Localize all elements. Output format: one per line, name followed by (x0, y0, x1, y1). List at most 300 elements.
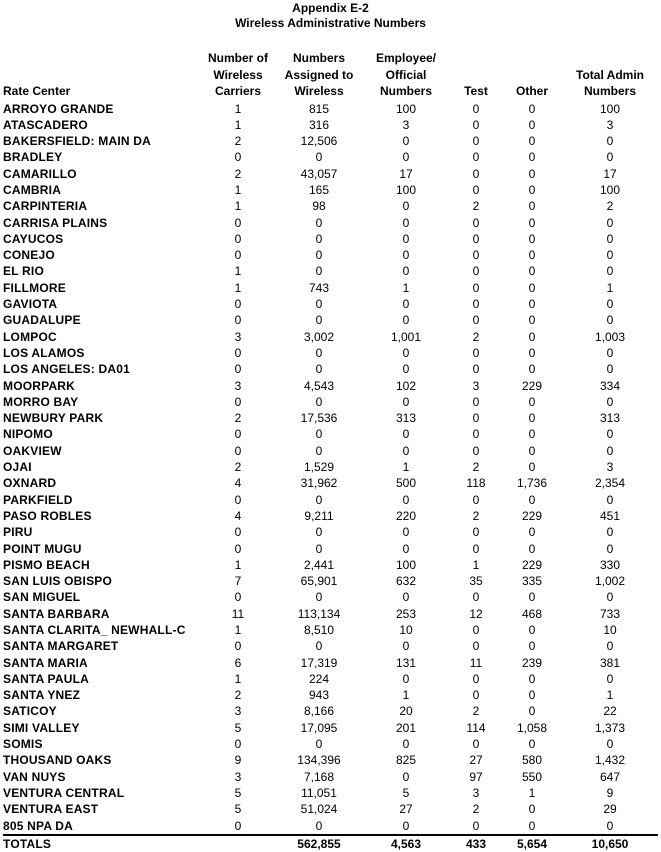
cell-employee: 1 (362, 459, 450, 475)
cell-assigned: 0 (276, 589, 362, 605)
cell-rate-center: OAKVIEW (3, 443, 200, 459)
cell-carriers: 5 (200, 801, 276, 817)
cell-total: 0 (562, 394, 658, 410)
cell-carriers: 0 (200, 541, 276, 557)
cell-rate-center: EL RIO (3, 263, 200, 279)
cell-test: 0 (450, 410, 502, 426)
cell-test: 0 (450, 312, 502, 328)
table-row (3, 818, 658, 835)
cell-employee: 0 (362, 149, 450, 165)
table-row (3, 541, 658, 557)
cell-rate-center: OJAI (3, 459, 200, 475)
cell-total: 10 (562, 622, 658, 638)
cell-carriers: 2 (200, 166, 276, 182)
cell-assigned: 113,134 (276, 606, 362, 622)
cell-assigned: 134,396 (276, 752, 362, 768)
cell-rate-center: CAMBRIA (3, 182, 200, 198)
cell-assigned: 4,543 (276, 378, 362, 394)
cell-carriers: 0 (200, 215, 276, 231)
table-row (3, 182, 658, 198)
cell-test: 2 (450, 329, 502, 345)
table-row (3, 198, 658, 214)
cell-rate-center: ARROYO GRANDE (3, 101, 200, 117)
cell-other: 0 (502, 671, 562, 687)
cell-test: 0 (450, 296, 502, 312)
cell-employee: 1 (362, 687, 450, 703)
cell-carriers: 0 (200, 638, 276, 654)
cell-assigned: 43,057 (276, 166, 362, 182)
cell-assigned: 0 (276, 345, 362, 361)
cell-total: 0 (562, 736, 658, 752)
table-row (3, 720, 658, 736)
cell-other: 335 (502, 573, 562, 589)
cell-other: 0 (502, 703, 562, 719)
cell-other: 1,736 (502, 475, 562, 491)
cell-carriers: 0 (200, 492, 276, 508)
cell-assigned: 2,441 (276, 557, 362, 573)
cell-test: 0 (450, 492, 502, 508)
cell-employee: 1 (362, 280, 450, 296)
cell-test: 0 (450, 117, 502, 133)
page-subtitle: Wireless Administrative Numbers (0, 16, 661, 31)
cell-total: 0 (562, 263, 658, 279)
cell-total: 2 (562, 198, 658, 214)
cell-rate-center: SANTA YNEZ (3, 687, 200, 703)
cell-test: 0 (450, 671, 502, 687)
cell-other: 0 (502, 263, 562, 279)
cell-other: 0 (502, 101, 562, 117)
cell-test: 0 (450, 426, 502, 442)
cell-assigned: 0 (276, 492, 362, 508)
cell-assigned: 11,051 (276, 785, 362, 801)
cell-rate-center: GAVIOTA (3, 296, 200, 312)
cell-total: 0 (562, 133, 658, 149)
cell-other: 0 (502, 166, 562, 182)
cell-assigned: 17,319 (276, 655, 362, 671)
cell-employee: 100 (362, 557, 450, 573)
table-row (3, 557, 658, 573)
cell-test: 3 (450, 785, 502, 801)
cell-test: 2 (450, 508, 502, 524)
cell-employee: 0 (362, 312, 450, 328)
cell-other: 0 (502, 394, 562, 410)
totals-carriers (200, 835, 276, 852)
cell-test: 2 (450, 801, 502, 817)
table-row (3, 785, 658, 801)
cell-total: 0 (562, 247, 658, 263)
table-row (3, 524, 658, 540)
cell-rate-center: CAMARILLO (3, 166, 200, 182)
cell-rate-center: PARKFIELD (3, 492, 200, 508)
table-row (3, 638, 658, 654)
table-row (3, 687, 658, 703)
cell-carriers: 0 (200, 361, 276, 377)
cell-rate-center: PASO ROBLES (3, 508, 200, 524)
table-row (3, 443, 658, 459)
cell-rate-center: THOUSAND OAKS (3, 752, 200, 768)
table-row (3, 296, 658, 312)
cell-total: 1,373 (562, 720, 658, 736)
cell-rate-center: CARRISA PLAINS (3, 215, 200, 231)
cell-rate-center: 805 NPA DA (3, 818, 200, 835)
cell-carriers: 0 (200, 818, 276, 835)
cell-assigned: 0 (276, 426, 362, 442)
cell-employee: 10 (362, 622, 450, 638)
cell-assigned: 51,024 (276, 801, 362, 817)
table-body (3, 101, 658, 852)
cell-assigned: 316 (276, 117, 362, 133)
cell-carriers: 0 (200, 247, 276, 263)
cell-total: 29 (562, 801, 658, 817)
cell-test: 0 (450, 818, 502, 835)
cell-total: 451 (562, 508, 658, 524)
cell-other: 0 (502, 215, 562, 231)
cell-employee: 102 (362, 378, 450, 394)
cell-test: 0 (450, 687, 502, 703)
cell-test: 0 (450, 345, 502, 361)
table-row (3, 117, 658, 133)
cell-rate-center: SANTA MARIA (3, 655, 200, 671)
cell-total: 381 (562, 655, 658, 671)
cell-assigned: 3,002 (276, 329, 362, 345)
cell-carriers: 2 (200, 459, 276, 475)
cell-other: 0 (502, 638, 562, 654)
cell-employee: 0 (362, 345, 450, 361)
cell-assigned: 0 (276, 263, 362, 279)
cell-total: 1 (562, 687, 658, 703)
cell-total: 647 (562, 769, 658, 785)
table-row (3, 606, 658, 622)
cell-assigned: 17,536 (276, 410, 362, 426)
cell-carriers: 3 (200, 703, 276, 719)
cell-total: 1,432 (562, 752, 658, 768)
cell-assigned: 0 (276, 394, 362, 410)
cell-test: 0 (450, 638, 502, 654)
cell-total: 100 (562, 101, 658, 117)
cell-test: 0 (450, 101, 502, 117)
cell-total: 3 (562, 459, 658, 475)
cell-carriers: 2 (200, 687, 276, 703)
cell-carriers: 0 (200, 426, 276, 442)
cell-other: 0 (502, 247, 562, 263)
cell-total: 1,003 (562, 329, 658, 345)
cell-rate-center: FILLMORE (3, 280, 200, 296)
cell-employee: 500 (362, 475, 450, 491)
cell-rate-center: SANTA BARBARA (3, 606, 200, 622)
cell-test: 0 (450, 541, 502, 557)
table-row (3, 101, 658, 117)
cell-test: 0 (450, 361, 502, 377)
cell-test: 0 (450, 149, 502, 165)
cell-carriers: 0 (200, 443, 276, 459)
cell-assigned: 8,166 (276, 703, 362, 719)
cell-other: 0 (502, 622, 562, 638)
cell-other: 0 (502, 296, 562, 312)
cell-rate-center: OXNARD (3, 475, 200, 491)
cell-assigned: 17,095 (276, 720, 362, 736)
cell-assigned: 0 (276, 296, 362, 312)
cell-assigned: 7,168 (276, 769, 362, 785)
cell-employee: 0 (362, 247, 450, 263)
table-row (3, 280, 658, 296)
cell-employee: 0 (362, 231, 450, 247)
cell-other: 0 (502, 541, 562, 557)
cell-employee: 3 (362, 117, 450, 133)
cell-test: 0 (450, 133, 502, 149)
cell-assigned: 224 (276, 671, 362, 687)
cell-assigned: 0 (276, 231, 362, 247)
cell-carriers: 4 (200, 508, 276, 524)
cell-rate-center: GUADALUPE (3, 312, 200, 328)
cell-employee: 0 (362, 426, 450, 442)
cell-other: 0 (502, 182, 562, 198)
cell-rate-center: NEWBURY PARK (3, 410, 200, 426)
cell-assigned: 165 (276, 182, 362, 198)
cell-employee: 100 (362, 182, 450, 198)
cell-carriers: 5 (200, 720, 276, 736)
cell-test: 0 (450, 263, 502, 279)
cell-assigned: 943 (276, 687, 362, 703)
cell-test: 0 (450, 443, 502, 459)
cell-test: 97 (450, 769, 502, 785)
cell-assigned: 0 (276, 312, 362, 328)
cell-employee: 0 (362, 443, 450, 459)
table-row (3, 263, 658, 279)
cell-total: 100 (562, 182, 658, 198)
cell-test: 0 (450, 589, 502, 605)
cell-total: 0 (562, 443, 658, 459)
cell-other: 0 (502, 231, 562, 247)
cell-employee: 825 (362, 752, 450, 768)
cell-assigned: 743 (276, 280, 362, 296)
table-row (3, 426, 658, 442)
cell-other: 229 (502, 557, 562, 573)
cell-employee: 0 (362, 296, 450, 312)
cell-total: 22 (562, 703, 658, 719)
cell-carriers: 2 (200, 133, 276, 149)
cell-other: 229 (502, 378, 562, 394)
cell-carriers: 0 (200, 394, 276, 410)
cell-rate-center: BRADLEY (3, 149, 200, 165)
cell-total: 1,002 (562, 573, 658, 589)
cell-test: 0 (450, 622, 502, 638)
cell-rate-center: CAYUCOS (3, 231, 200, 247)
cell-carriers: 3 (200, 329, 276, 345)
cell-employee: 5 (362, 785, 450, 801)
cell-test: 0 (450, 280, 502, 296)
totals-test: 433 (450, 835, 502, 852)
cell-assigned: 0 (276, 638, 362, 654)
cell-employee: 0 (362, 736, 450, 752)
header-assigned: Numbers Assigned to Wireless (276, 50, 362, 101)
cell-test: 35 (450, 573, 502, 589)
cell-total: 0 (562, 671, 658, 687)
cell-employee: 0 (362, 133, 450, 149)
totals-total: 10,650 (562, 835, 658, 852)
cell-total: 0 (562, 492, 658, 508)
header-carriers: Number of Wireless Carriers (200, 50, 276, 101)
cell-total: 334 (562, 378, 658, 394)
cell-carriers: 1 (200, 182, 276, 198)
cell-carriers: 0 (200, 736, 276, 752)
cell-employee: 100 (362, 101, 450, 117)
totals-employee: 4,563 (362, 835, 450, 852)
totals-assigned: 562,855 (276, 835, 362, 852)
cell-employee: 17 (362, 166, 450, 182)
cell-test: 1 (450, 557, 502, 573)
cell-rate-center: SAN LUIS OBISPO (3, 573, 200, 589)
cell-employee: 0 (362, 638, 450, 654)
table-row (3, 622, 658, 638)
cell-employee: 201 (362, 720, 450, 736)
table-row (3, 769, 658, 785)
cell-test: 118 (450, 475, 502, 491)
cell-total: 0 (562, 426, 658, 442)
cell-assigned: 65,901 (276, 573, 362, 589)
cell-other: 0 (502, 589, 562, 605)
cell-carriers: 1 (200, 198, 276, 214)
cell-carriers: 9 (200, 752, 276, 768)
table-row (3, 231, 658, 247)
cell-assigned: 0 (276, 736, 362, 752)
cell-test: 2 (450, 703, 502, 719)
table-row (3, 736, 658, 752)
cell-carriers: 1 (200, 101, 276, 117)
cell-carriers: 4 (200, 475, 276, 491)
cell-rate-center: SOMIS (3, 736, 200, 752)
cell-rate-center: SANTA MARGARET (3, 638, 200, 654)
cell-employee: 0 (362, 524, 450, 540)
cell-other: 1 (502, 785, 562, 801)
table-row (3, 394, 658, 410)
cell-total: 17 (562, 166, 658, 182)
cell-other: 0 (502, 736, 562, 752)
totals-rate-center: TOTALS (3, 835, 200, 852)
cell-employee: 0 (362, 671, 450, 687)
cell-carriers: 1 (200, 117, 276, 133)
cell-employee: 0 (362, 492, 450, 508)
cell-rate-center: PISMO BEACH (3, 557, 200, 573)
cell-test: 11 (450, 655, 502, 671)
cell-employee: 0 (362, 215, 450, 231)
cell-total: 0 (562, 589, 658, 605)
cell-rate-center: LOS ALAMOS (3, 345, 200, 361)
cell-carriers: 0 (200, 589, 276, 605)
cell-assigned: 0 (276, 361, 362, 377)
cell-rate-center: VAN NUYS (3, 769, 200, 785)
cell-employee: 313 (362, 410, 450, 426)
cell-employee: 0 (362, 394, 450, 410)
cell-employee: 0 (362, 769, 450, 785)
cell-employee: 0 (362, 198, 450, 214)
cell-other: 0 (502, 133, 562, 149)
cell-assigned: 0 (276, 215, 362, 231)
header-employee: Employee/ Official Numbers (362, 50, 450, 101)
cell-assigned: 31,962 (276, 475, 362, 491)
table-row (3, 149, 658, 165)
header-total: Total Admin Numbers (562, 50, 658, 101)
cell-carriers: 0 (200, 231, 276, 247)
cell-carriers: 0 (200, 312, 276, 328)
cell-rate-center: VENTURA EAST (3, 801, 200, 817)
cell-carriers: 2 (200, 410, 276, 426)
cell-other: 0 (502, 149, 562, 165)
header-test: Test (450, 50, 502, 101)
cell-other: 550 (502, 769, 562, 785)
cell-total: 0 (562, 361, 658, 377)
cell-carriers: 1 (200, 280, 276, 296)
cell-assigned: 12,506 (276, 133, 362, 149)
cell-rate-center: SATICOY (3, 703, 200, 719)
cell-other: 0 (502, 410, 562, 426)
table-row (3, 247, 658, 263)
cell-employee: 632 (362, 573, 450, 589)
cell-other: 468 (502, 606, 562, 622)
cell-other: 0 (502, 345, 562, 361)
cell-assigned: 0 (276, 818, 362, 835)
cell-other: 0 (502, 280, 562, 296)
cell-assigned: 815 (276, 101, 362, 117)
cell-rate-center: NIPOMO (3, 426, 200, 442)
table-row (3, 508, 658, 524)
cell-rate-center: ATASCADERO (3, 117, 200, 133)
cell-test: 27 (450, 752, 502, 768)
table-row (3, 801, 658, 817)
cell-total: 3 (562, 117, 658, 133)
cell-total: 0 (562, 638, 658, 654)
cell-total: 0 (562, 345, 658, 361)
cell-carriers: 1 (200, 263, 276, 279)
cell-total: 0 (562, 149, 658, 165)
cell-total: 0 (562, 818, 658, 835)
cell-test: 0 (450, 394, 502, 410)
cell-test: 2 (450, 459, 502, 475)
header-rate-center: Rate Center (3, 50, 200, 101)
cell-carriers: 11 (200, 606, 276, 622)
cell-carriers: 0 (200, 524, 276, 540)
cell-assigned: 0 (276, 541, 362, 557)
table-row (3, 410, 658, 426)
title-block (0, 1, 661, 31)
cell-carriers: 5 (200, 785, 276, 801)
cell-rate-center: SIMI VALLEY (3, 720, 200, 736)
cell-other: 0 (502, 426, 562, 442)
cell-rate-center: CARPINTERIA (3, 198, 200, 214)
table-row (3, 133, 658, 149)
page-title: Appendix E-2 (0, 1, 661, 16)
table-row (3, 492, 658, 508)
cell-test: 2 (450, 198, 502, 214)
cell-total: 9 (562, 785, 658, 801)
cell-carriers: 0 (200, 345, 276, 361)
cell-other: 1,058 (502, 720, 562, 736)
admin-numbers-table (3, 50, 658, 852)
cell-carriers: 1 (200, 557, 276, 573)
table-row (3, 589, 658, 605)
cell-total: 0 (562, 296, 658, 312)
cell-employee: 253 (362, 606, 450, 622)
cell-rate-center: MORRO BAY (3, 394, 200, 410)
cell-assigned: 98 (276, 198, 362, 214)
table-row (3, 312, 658, 328)
cell-total: 1 (562, 280, 658, 296)
cell-employee: 0 (362, 589, 450, 605)
table-row (3, 361, 658, 377)
cell-test: 0 (450, 524, 502, 540)
table-row (3, 378, 658, 394)
cell-assigned: 0 (276, 443, 362, 459)
cell-test: 0 (450, 166, 502, 182)
